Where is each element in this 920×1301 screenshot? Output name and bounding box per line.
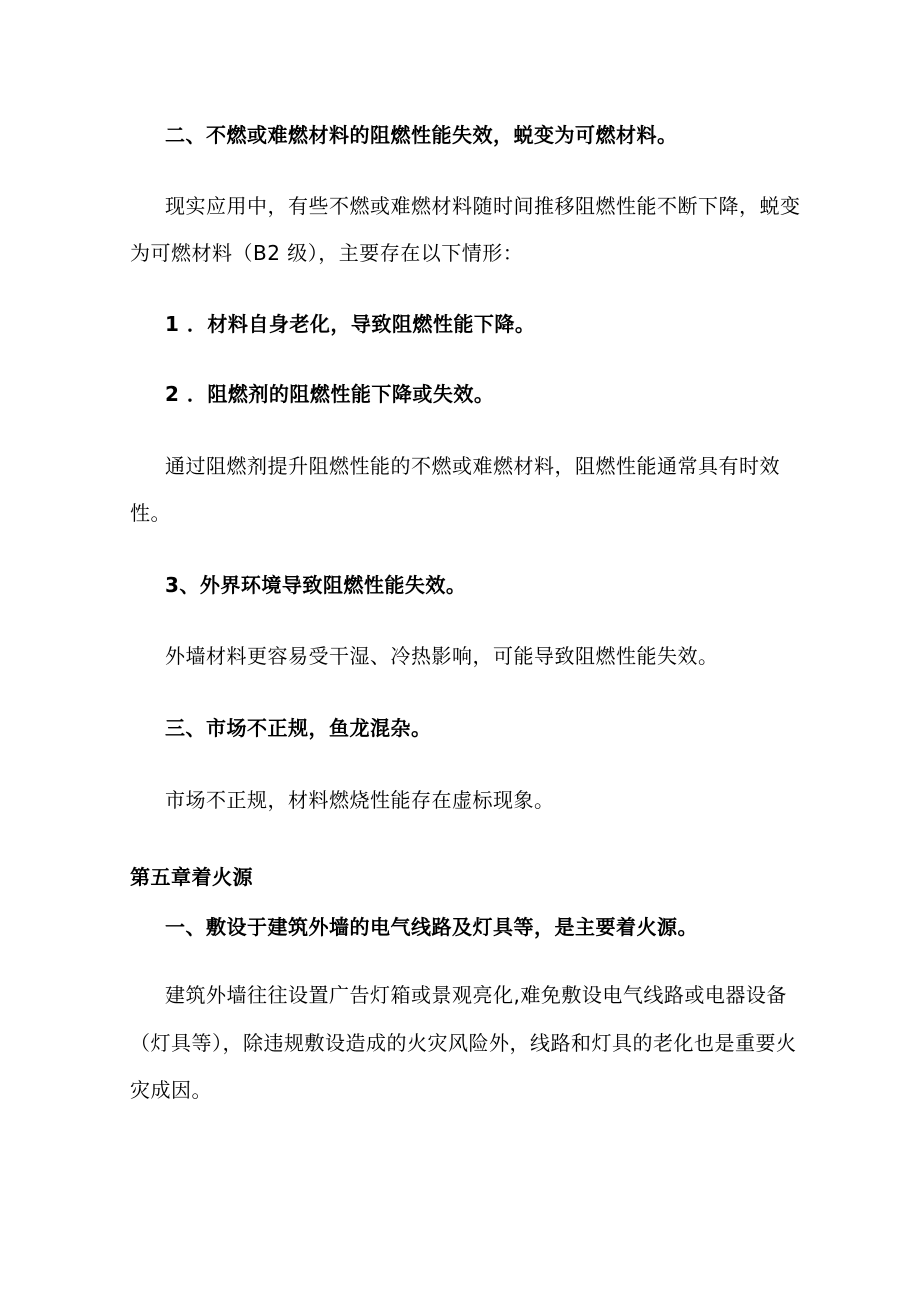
paragraph-line: 为可燃材料（B2 级），主要存在以下情形： (130, 241, 524, 265)
subsection-heading-1: 一、敷设于建筑外墙的电气线路及灯具等，是主要着火源。 (165, 915, 698, 939)
paragraph-line: 通过阻燃剂提升阻燃性能的不燃或难燃材料，阻燃性能通常具有时效 (165, 454, 780, 478)
section-heading-2: 二、不燃或难燃材料的阻燃性能失效，蜕变为可燃材料。 (165, 123, 678, 147)
list-item-heading-1: 1 ．材料自身老化，导致阻燃性能下降。 (165, 312, 536, 336)
paragraph-line: 现实应用中，有些不燃或难燃材料随时间推移阻燃性能不断下降，蜕变 (165, 194, 801, 218)
chapter-title: 第五章着火源 (130, 865, 253, 889)
section-heading-3: 三、市场不正规，鱼龙混杂。 (165, 716, 432, 740)
paragraph-line: 建筑外墙往往设置广告灯箱或景观亮化,难免敷设电气线路或电器设备 (165, 983, 787, 1007)
paragraph-line: （灯具等），除违规敷设造成的火灾风险外，线路和灯具的老化也是重要火 (130, 1031, 797, 1055)
paragraph-line: 外墙材料更容易受干湿、冷热影响，可能导致阻燃性能失效。 (165, 644, 719, 668)
paragraph-line: 市场不正规，材料燃烧性能存在虚标现象。 (165, 788, 555, 812)
paragraph-line: 灾成因。 (130, 1078, 212, 1102)
paragraph-line: 性。 (130, 501, 171, 525)
list-item-heading-2: 2 ．阻燃剂的阻燃性能下降或失效。 (165, 382, 495, 406)
list-item-heading-3: 3、外界环境导致阻燃性能失效。 (165, 573, 467, 597)
